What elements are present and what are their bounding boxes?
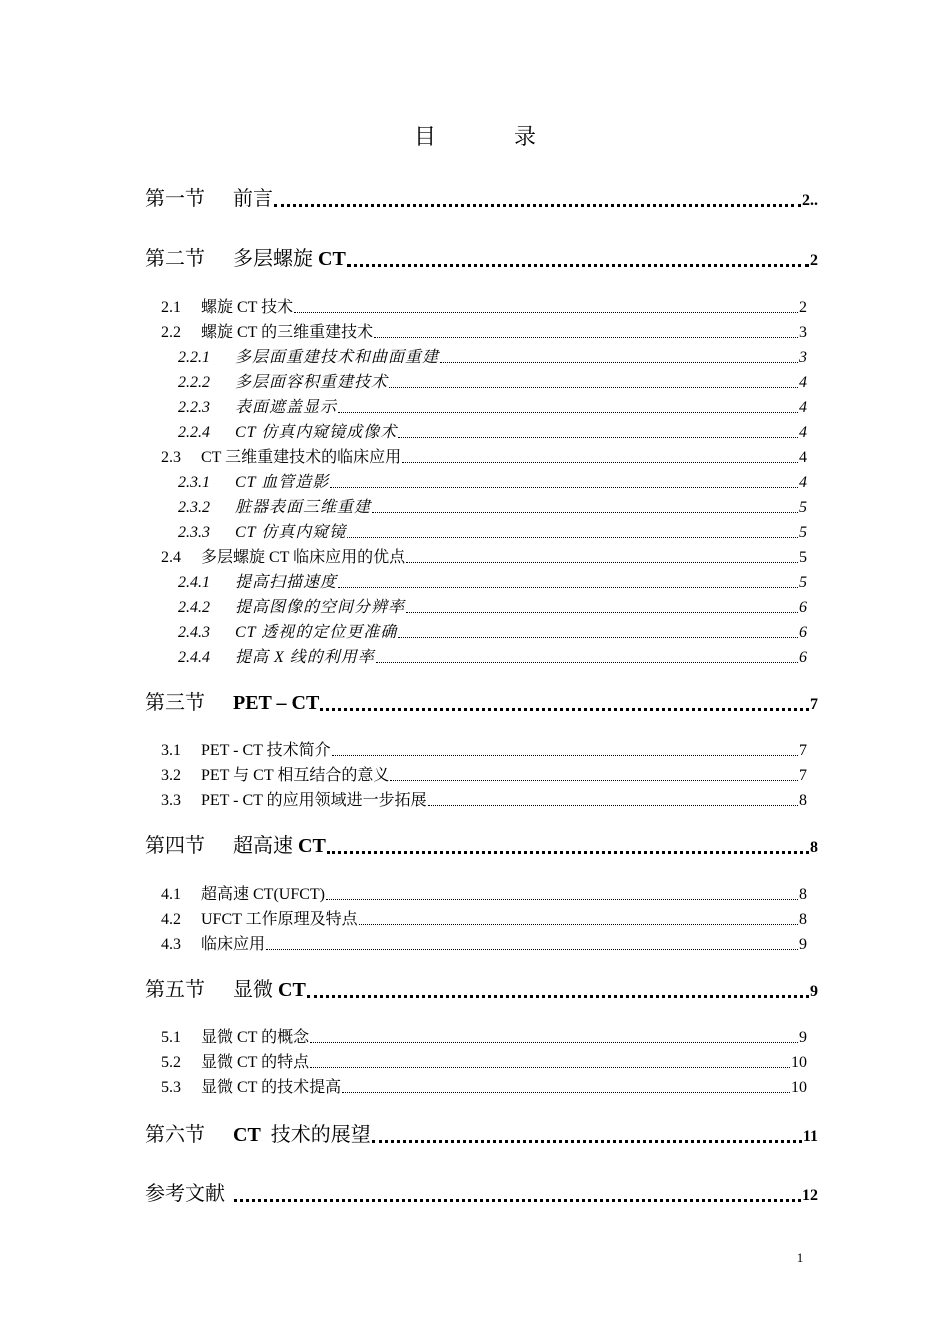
- toc-dot-leader: [390, 779, 798, 781]
- toc-entry-label: [235, 394, 337, 417]
- toc-entry-number: 2.4.4: [178, 649, 210, 666]
- toc-entry-number: 第三节: [145, 692, 205, 714]
- toc-page-number: 3: [799, 349, 807, 366]
- toc-entry-label-text: 多层螺旋 CT 临床应用的优点: [201, 549, 406, 566]
- toc-dot-leader: [440, 361, 798, 363]
- toc-subsection-entry[interactable]: [161, 762, 807, 785]
- toc-page-number: 4: [799, 374, 807, 391]
- toc-entry-label: [201, 787, 427, 810]
- toc-page-number: 4: [799, 474, 807, 491]
- toc-entry-number: 2.1: [161, 299, 181, 316]
- toc-entry-label-text: 显微: [233, 979, 278, 1001]
- toc-entry-label-bold: CT: [278, 979, 306, 1001]
- toc-subsubsection-entry[interactable]: [178, 369, 807, 392]
- toc-entry-label-text: 提高 X 线的利用率: [235, 649, 375, 666]
- toc-page-number: 5: [799, 574, 807, 591]
- toc-entry-label: [201, 444, 401, 467]
- toc-page-number: 9: [799, 1029, 807, 1046]
- toc-entry-number: 2.3.2: [178, 499, 210, 516]
- toc-subsubsection-entry[interactable]: [178, 419, 807, 442]
- toc-page-number: 2..: [802, 192, 818, 209]
- toc-page-number: 10: [791, 1054, 807, 1071]
- toc-entry-number: 4.3: [161, 936, 181, 953]
- toc-entry-number: 4.1: [161, 886, 181, 903]
- toc-entry-number: 第六节: [145, 1124, 205, 1146]
- toc-page-number: 6: [799, 599, 807, 616]
- toc-page-number: 7: [810, 696, 818, 713]
- toc-dot-leader: [310, 1041, 798, 1043]
- toc-entry-label-text: 多层面容积重建技术: [235, 374, 389, 391]
- toc-page-number: 7: [799, 767, 807, 784]
- toc-entry-label: [201, 737, 331, 760]
- toc-entry-number: 3.3: [161, 792, 181, 809]
- toc-dot-leader: [402, 461, 798, 463]
- toc-entry-number: 2.2: [161, 324, 181, 341]
- toc-entry-label-text: 前言: [233, 188, 273, 210]
- toc-subsubsection-entry[interactable]: [178, 494, 807, 517]
- toc-entry-label: [233, 692, 319, 715]
- toc-entry-label-text: 螺旋 CT 的三维重建技术: [201, 324, 374, 341]
- toc-page-number: 6: [799, 624, 807, 641]
- toc-entry-number: 第四节: [145, 835, 205, 857]
- toc-entry-label: [201, 931, 265, 954]
- toc-entry-label-text: PET - CT 技术简介: [201, 742, 331, 759]
- toc-dot-leader: [372, 1139, 802, 1143]
- toc-entry-label-text: CT 三维重建技术的临床应用: [201, 449, 402, 466]
- toc-entry-label-text: 提高扫描速度: [235, 574, 338, 591]
- toc-entry-label-text: 提高图像的空间分辨率: [235, 599, 406, 616]
- toc-dot-leader: [332, 754, 798, 756]
- toc-dot-leader: [359, 923, 798, 925]
- toc-subsection-entry[interactable]: [161, 319, 807, 342]
- toc-entry-label-text: CT 血管造影: [235, 474, 330, 491]
- toc-subsubsection-entry[interactable]: [178, 619, 807, 642]
- toc-entry-number: 5.1: [161, 1029, 181, 1046]
- toc-subsubsection-entry[interactable]: [178, 594, 807, 617]
- toc-entry-label-bold: PET – CT: [233, 692, 320, 714]
- toc-page-number: 4: [799, 399, 807, 416]
- toc-dot-leader: [406, 611, 798, 613]
- toc-entry-label-text: 显微 CT 的技术提高: [201, 1079, 342, 1096]
- toc-section-entry[interactable]: [145, 829, 818, 858]
- toc-entry-label-text: CT 透视的定位更准确: [235, 624, 398, 641]
- toc-entry-number: 2.2.2: [178, 374, 210, 391]
- toc-subsection-entry[interactable]: [161, 444, 807, 467]
- toc-dot-leader: [326, 898, 798, 900]
- toc-entry-number: 2.3.1: [178, 474, 210, 491]
- toc-entry-label-text: CT 仿真内窥镜成像术: [235, 424, 398, 441]
- toc-entry-number: 2.3.3: [178, 524, 210, 541]
- toc-entry-label: [235, 644, 375, 667]
- toc-entry-label: [235, 419, 397, 442]
- toc-entry-label: [235, 519, 346, 542]
- toc-page-number: 8: [799, 792, 807, 809]
- toc-entry-label-text: 脏器表面三维重建: [235, 499, 372, 516]
- toc-section-entry[interactable]: [145, 182, 818, 211]
- toc-entry-label: [235, 594, 405, 617]
- toc-entry-number: 2.2.4: [178, 424, 210, 441]
- toc-entry-number: 第二节: [145, 248, 205, 270]
- toc-dot-leader: [320, 707, 809, 711]
- toc-subsection-entry[interactable]: [161, 294, 807, 317]
- toc-dot-leader: [338, 411, 798, 413]
- toc-title: 目 录: [413, 124, 564, 149]
- toc-entry-label-text: UFCT 工作原理及特点: [201, 911, 358, 928]
- toc-dot-leader: [266, 948, 798, 950]
- toc-entry-label: [201, 1049, 309, 1072]
- toc-dot-leader: [376, 661, 798, 663]
- toc-entry-label: [201, 1024, 309, 1047]
- toc-entry-label: [201, 319, 373, 342]
- toc-entry-label: [233, 829, 326, 858]
- page-number: 1: [796, 1250, 804, 1265]
- toc-entry-label-suffix: 技术的展望: [260, 1124, 371, 1146]
- toc-dot-leader: [389, 386, 798, 388]
- toc-subsection-entry[interactable]: [161, 931, 807, 954]
- toc-entry-label: [233, 1118, 371, 1147]
- toc-page-number: 4: [799, 449, 807, 466]
- toc-dot-leader: [274, 203, 801, 207]
- toc-entry-number: 4.2: [161, 911, 181, 928]
- toc-entry-label-bold: CT: [233, 1124, 261, 1146]
- toc-section-entry[interactable]: [145, 973, 818, 1002]
- toc-entry-label: [235, 569, 337, 592]
- toc-section-entry[interactable]: [145, 1177, 818, 1206]
- toc-page-number: 7: [799, 742, 807, 759]
- toc-entry-label: [235, 469, 329, 492]
- toc-page-number: 5: [799, 549, 807, 566]
- toc-entry-label: [235, 369, 388, 392]
- toc-dot-leader: [347, 263, 809, 267]
- toc-entry-number: 参考文献: [145, 1183, 225, 1205]
- toc-page-number: 11: [802, 1128, 818, 1145]
- toc-section-entry[interactable]: [145, 242, 818, 271]
- toc-dot-leader: [374, 336, 798, 338]
- toc-subsection-entry[interactable]: [161, 1049, 807, 1072]
- toc-entry-number: 2.2.3: [178, 399, 210, 416]
- toc-entry-number: 2.4.1: [178, 574, 210, 591]
- toc-entry-number: 2.4: [161, 549, 181, 566]
- toc-subsection-entry[interactable]: [161, 544, 807, 567]
- toc-dot-leader: [338, 586, 798, 588]
- toc-entry-number: 2.3: [161, 449, 181, 466]
- toc-entry-number: 5.2: [161, 1054, 181, 1071]
- toc-dot-leader: [398, 636, 798, 638]
- toc-entry-number: 3.2: [161, 767, 181, 784]
- toc-entry-label-text: 超高速 CT(UFCT): [201, 886, 326, 903]
- toc-entry-number: 5.3: [161, 1079, 181, 1096]
- toc-entry-label-text: PET - CT 的应用领域进一步拓展: [201, 792, 427, 809]
- toc-entry-label: [201, 544, 405, 567]
- toc-entry-label: [201, 906, 358, 929]
- toc-section-entry[interactable]: [145, 686, 818, 715]
- toc-dot-leader: [347, 536, 798, 538]
- toc-dot-leader: [307, 994, 809, 998]
- toc-entry-label-text: 表面遮盖显示: [235, 399, 338, 416]
- toc-dot-leader: [294, 311, 798, 313]
- toc-page-number: 12: [802, 1187, 818, 1204]
- toc-page-number: 2: [810, 252, 818, 269]
- toc-entry-label: [201, 881, 325, 904]
- toc-page-number: 6: [799, 649, 807, 666]
- toc-entry-number: 2.4.3: [178, 624, 210, 641]
- toc-entry-label-bold: CT: [318, 248, 346, 270]
- toc-dot-leader: [234, 1198, 801, 1202]
- toc-subsubsection-entry[interactable]: [178, 569, 807, 592]
- toc-entry-label: [201, 294, 293, 317]
- toc-subsubsection-entry[interactable]: [178, 344, 807, 367]
- toc-subsection-entry[interactable]: [161, 1074, 807, 1097]
- toc-subsection-entry[interactable]: [161, 906, 807, 929]
- toc-page-number: 5: [799, 499, 807, 516]
- toc-entry-label-text: 临床应用: [201, 936, 266, 953]
- toc-dot-leader: [406, 561, 798, 563]
- toc-entry-label: [233, 182, 273, 211]
- toc-page-number: 10: [791, 1079, 807, 1096]
- toc-dot-leader: [342, 1091, 790, 1093]
- toc-entry-label-text: 螺旋 CT 技术: [201, 299, 294, 316]
- toc-page-number: 8: [799, 886, 807, 903]
- toc-entry-label-text: 显微 CT 的概念: [201, 1029, 310, 1046]
- toc-entry-label: [235, 494, 371, 517]
- toc-page-number: 2: [799, 299, 807, 316]
- toc-subsection-entry[interactable]: [161, 1024, 807, 1047]
- toc-entry-label-text: 超高速: [233, 835, 298, 857]
- toc-subsubsection-entry[interactable]: [178, 644, 807, 667]
- toc-entry-label-text: 多层螺旋: [233, 248, 318, 270]
- toc-entry-number: 2.2.1: [178, 349, 210, 366]
- toc-entry-label: [201, 1074, 341, 1097]
- toc-entry-label-text: 多层面重建技术和曲面重建: [235, 349, 440, 366]
- toc-entry-label: [235, 619, 397, 642]
- toc-entry-number: 2.4.2: [178, 599, 210, 616]
- toc-section-entry[interactable]: [145, 1118, 818, 1147]
- toc-dot-leader: [327, 850, 809, 854]
- toc-entry-label-text: 显微 CT 的特点: [201, 1054, 310, 1071]
- toc-subsubsection-entry[interactable]: [178, 394, 807, 417]
- toc-dot-leader: [372, 511, 798, 513]
- toc-entry-number: 3.1: [161, 742, 181, 759]
- toc-page-number: 5: [799, 524, 807, 541]
- toc-subsubsection-entry[interactable]: [178, 469, 807, 492]
- toc-entry-label: [235, 344, 439, 367]
- toc-entry-label-text: CT 仿真内窥镜: [235, 524, 347, 541]
- toc-page-number: 9: [799, 936, 807, 953]
- toc-subsection-entry[interactable]: [161, 737, 807, 760]
- toc-page-number: 8: [799, 911, 807, 928]
- toc-entry-number: 第一节: [145, 188, 205, 210]
- toc-subsubsection-entry[interactable]: [178, 519, 807, 542]
- toc-dot-leader: [330, 486, 798, 488]
- toc-entry-label-bold: CT: [298, 835, 326, 857]
- toc-page-number: 9: [810, 983, 818, 1000]
- toc-entry-label: [233, 242, 346, 271]
- toc-subsection-entry[interactable]: [161, 787, 807, 810]
- toc-entry-label: [233, 973, 306, 1002]
- toc-dot-leader: [398, 436, 798, 438]
- toc-entry-label-text: PET 与 CT 相互结合的意义: [201, 767, 390, 784]
- toc-page-number: 4: [799, 424, 807, 441]
- toc-dot-leader: [428, 804, 798, 806]
- toc-page-number: 8: [810, 839, 818, 856]
- toc-page-number: 3: [799, 324, 807, 341]
- toc-entry-label: [201, 762, 389, 785]
- toc-subsection-entry[interactable]: [161, 881, 807, 904]
- toc-dot-leader: [310, 1066, 790, 1068]
- toc-entry-number: 第五节: [145, 979, 205, 1001]
